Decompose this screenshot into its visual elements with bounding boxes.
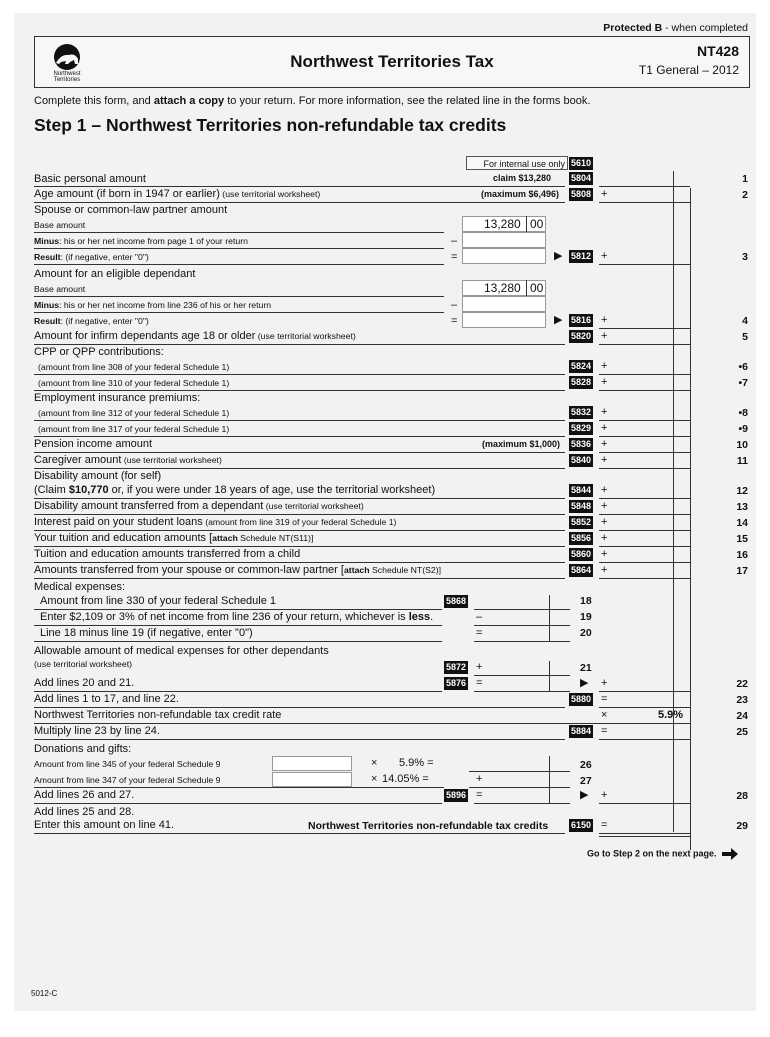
label-spouse-base: Base amount	[34, 220, 86, 230]
equals-sign: =	[476, 627, 483, 639]
spouse-base-cents: 00	[530, 217, 544, 231]
note-pension-max: (maximum $1,000)	[482, 439, 561, 449]
rule	[34, 264, 444, 265]
line-number-7: •7	[738, 377, 748, 389]
rule	[34, 803, 442, 804]
label-interest: Interest paid on your student loans (amount from line 319 of your federal Schedule 1)	[34, 516, 397, 528]
line-number-15: 15	[736, 533, 748, 545]
minus-sign: –	[476, 611, 483, 623]
rule	[599, 739, 690, 740]
label-dependant-base: Base amount	[34, 284, 86, 294]
line-number-22: 22	[736, 678, 748, 690]
rule	[599, 420, 690, 421]
label-cpp: CPP or QPP contributions:	[34, 346, 164, 358]
code-5860: 5860	[571, 549, 592, 559]
label-multiply: Multiply line 23 by line 24.	[34, 725, 160, 737]
plus-sign: +	[601, 422, 608, 434]
line-number-26: 26	[580, 759, 592, 771]
rule	[34, 390, 565, 391]
arrow-right-icon: ▶	[580, 789, 589, 801]
plus-sign: +	[601, 454, 608, 466]
line-number-5: 5	[742, 331, 748, 343]
plus-sign: +	[601, 564, 608, 576]
rule	[34, 420, 565, 421]
line-number-23: 23	[736, 694, 748, 706]
arrow-right-icon: ▶	[554, 314, 563, 326]
rule	[34, 248, 444, 249]
rule	[34, 641, 442, 642]
code-5812: 5812	[571, 251, 592, 261]
label-tuition-child: Tuition and education amounts transferred from a child	[34, 548, 301, 560]
line-number-14: 14	[736, 517, 748, 529]
label-ei: Employment insurance premiums:	[34, 392, 201, 404]
rule	[599, 578, 690, 579]
code-5856: 5856	[571, 533, 592, 543]
line-number-10: 10	[736, 439, 748, 451]
line-number-3: 3	[742, 251, 748, 263]
label-dependant-minus: Minus: his or her net income from line 236 of his or her return	[34, 300, 272, 310]
rule	[34, 723, 690, 724]
intro-text: Complete this form, and attach a copy to your return. For more information, see the related line in the forms book.	[34, 95, 591, 107]
rule	[34, 202, 565, 203]
rule	[34, 344, 565, 345]
dependant-minus-field[interactable]	[462, 296, 546, 312]
rule	[599, 707, 690, 708]
label-enter-41: Enter this amount on line 41.	[34, 819, 175, 831]
rule	[599, 436, 690, 437]
rule	[474, 609, 570, 610]
plus-sign: +	[601, 314, 608, 326]
note-age-max: (maximum $6,496)	[481, 189, 560, 199]
label-disability: Disability amount (for self)	[34, 470, 162, 482]
code-5804: 5804	[571, 173, 592, 183]
rule	[34, 436, 565, 437]
line-number-17: 17	[736, 565, 748, 577]
plus-sign: +	[476, 773, 483, 785]
note-claim: claim $13,280	[493, 173, 552, 183]
form-header	[34, 36, 750, 88]
label-dependant: Amount for an eligible dependant	[34, 268, 196, 280]
line-number-13: 13	[736, 501, 748, 513]
line-number-2: 2	[742, 189, 748, 201]
plus-sign: +	[601, 789, 608, 801]
times-sign: ×	[601, 709, 608, 721]
rule	[34, 312, 444, 313]
line-number-28: 28	[736, 790, 748, 802]
rule	[599, 833, 690, 834]
plus-sign: +	[601, 376, 608, 388]
line-number-29: 29	[736, 820, 748, 832]
rule	[599, 264, 690, 265]
form-page	[14, 13, 756, 1011]
equals-sign: =	[476, 677, 483, 689]
label-disability-transferred: Disability amount transferred from a dependant (use territorial worksheet)	[34, 500, 364, 512]
rule	[34, 452, 565, 453]
goto-next-page: Go to Step 2 on the next page.	[587, 848, 738, 860]
logo-text: Northwest Territories	[53, 71, 81, 83]
line-number-19: 19	[580, 611, 592, 623]
rule	[599, 546, 690, 547]
dependant-result-field[interactable]	[462, 312, 546, 328]
step-title: Step 1 – Northwest Territories non-refundable tax credits	[34, 115, 507, 135]
code-5868: 5868	[446, 596, 467, 606]
equals-sign: =	[451, 315, 458, 327]
line-number-18: 18	[580, 595, 592, 607]
plus-sign: +	[601, 516, 608, 528]
rule	[34, 468, 565, 469]
label-add-26-27: Add lines 26 and 27.	[34, 789, 135, 801]
rule	[599, 498, 690, 499]
plus-sign: +	[601, 250, 608, 262]
line-number-16: 16	[736, 549, 748, 561]
label-age-amount: Age amount (if born in 1947 or earlier) (use territorial worksheet)	[34, 188, 321, 200]
rule	[599, 390, 690, 391]
rule	[599, 691, 690, 692]
line-number-11: 11	[736, 455, 748, 467]
code-5824: 5824	[571, 361, 592, 371]
equals-sign: =	[451, 251, 458, 263]
form-title: Northwest Territories Tax	[290, 52, 494, 71]
rule	[34, 787, 444, 788]
label-allowable-note: (use territorial worksheet)	[34, 659, 133, 669]
dependant-base-cents: 00	[530, 281, 544, 295]
code-6150: 6150	[571, 820, 592, 830]
line-number-21: 21	[580, 662, 592, 674]
plus-sign: +	[601, 677, 608, 689]
label-tuition: Your tuition and education amounts [attach Schedule NT(S11)]	[34, 532, 314, 544]
label-spouse-result: Result: (if negative, enter "0")	[34, 252, 149, 262]
rule	[34, 514, 565, 515]
rule	[34, 374, 565, 375]
label-medical-18: Amount from line 330 of your federal Schedule 1	[40, 595, 277, 607]
label-add-1-17: Add lines 1 to 17, and line 22.	[34, 693, 179, 705]
rule	[34, 625, 442, 626]
code-5876: 5876	[446, 678, 467, 688]
line-number-9: •9	[738, 423, 748, 435]
minus-sign: –	[451, 235, 458, 247]
minus-sign: –	[451, 299, 458, 311]
rule	[34, 232, 444, 233]
rule	[34, 739, 565, 740]
plus-sign: +	[601, 500, 608, 512]
code-5848: 5848	[571, 501, 592, 511]
code-5820: 5820	[571, 331, 592, 341]
line-number-25: 25	[736, 726, 748, 738]
plus-sign: +	[601, 438, 608, 450]
cents-divider	[549, 595, 550, 641]
label-basic-personal: Basic personal amount	[34, 173, 146, 185]
label-medical-20: Line 18 minus line 19 (if negative, enter "0")	[40, 627, 253, 639]
label-ei-2: (amount from line 317 of your federal Schedule 1)	[38, 424, 230, 434]
rate-value: 5.9%	[658, 709, 684, 721]
line-number-12: 12	[736, 485, 748, 497]
rule	[599, 468, 690, 469]
label-spouse-minus: Minus: his or her net income from page 1 of your return	[34, 236, 248, 246]
times-sign: ×	[371, 757, 378, 769]
code-5610: 5610	[571, 158, 592, 168]
donation-2-field[interactable]	[272, 772, 352, 787]
code-5896: 5896	[446, 790, 467, 800]
rule	[599, 186, 690, 187]
line-number-20: 20	[580, 627, 592, 639]
rule	[474, 641, 570, 642]
double-rule	[599, 836, 690, 837]
rule	[474, 691, 570, 692]
label-donations: Donations and gifts:	[34, 743, 132, 755]
rule	[34, 186, 565, 187]
arrow-right-icon: ▶	[554, 250, 563, 262]
code-5828: 5828	[571, 377, 592, 387]
label-dependant-result: Result: (if negative, enter "0")	[34, 316, 149, 326]
label-donation-1: Amount from line 345 of your federal Schedule 9	[34, 759, 221, 769]
label-medical: Medical expenses:	[34, 581, 126, 593]
code-5864: 5864	[571, 565, 592, 575]
rule	[34, 498, 565, 499]
rule	[599, 374, 690, 375]
plus-sign: +	[476, 661, 483, 673]
label-infirm: Amount for infirm dependants age 18 or older (use territorial worksheet)	[34, 330, 356, 342]
label-spouse: Spouse or common-law partner amount	[34, 204, 228, 216]
line-number-4: 4	[742, 315, 748, 327]
label-rate: Northwest Territories non-refundable tax credit rate	[34, 709, 282, 721]
donation-2-rate: 14.05% =	[382, 773, 429, 785]
column-divider	[673, 171, 674, 832]
rule	[474, 803, 570, 804]
rule	[34, 578, 565, 579]
code-5844: 5844	[571, 485, 592, 495]
donation-1-field[interactable]	[272, 756, 352, 771]
line-number-24: 24	[736, 710, 748, 722]
label-medical-19: Enter $2,109 or 3% of net income from line 236 of your return, whichever is less.	[40, 611, 434, 623]
line-number-6: •6	[738, 361, 748, 373]
equals-sign: =	[601, 693, 608, 705]
code-5872: 5872	[446, 662, 467, 672]
plus-sign: +	[601, 330, 608, 342]
plus-sign: +	[601, 188, 608, 200]
rule	[34, 562, 565, 563]
footer-code: 5012-C	[31, 989, 58, 998]
rule	[599, 328, 690, 329]
rule	[34, 707, 565, 708]
label-allowable: Allowable amount of medical expenses for other dependants	[34, 645, 329, 657]
label-pension: Pension income amount	[34, 438, 153, 450]
rule	[599, 452, 690, 453]
code-5816: 5816	[571, 315, 592, 325]
line-number-1: 1	[742, 173, 748, 185]
label-disability-claim: (Claim $10,770 or, if you were under 18 years of age, use the territorial worksheet)	[34, 484, 436, 496]
rule	[34, 546, 565, 547]
equals-sign: =	[601, 725, 608, 737]
label-ei-1: (amount from line 312 of your federal Schedule 1)	[38, 408, 230, 418]
rule	[599, 344, 690, 345]
plus-sign: +	[601, 548, 608, 560]
label-add-20-21: Add lines 20 and 21.	[34, 677, 135, 689]
label-amounts-transferred: Amounts transferred from your spouse or common-law partner [attach Schedule NT(S2)]	[34, 564, 442, 576]
rule	[469, 771, 570, 772]
rule	[469, 787, 570, 788]
rule	[599, 562, 690, 563]
rule	[34, 833, 565, 834]
rule	[34, 691, 442, 692]
plus-sign: +	[601, 360, 608, 372]
rule	[34, 530, 565, 531]
spouse-base-value: 13,280	[484, 217, 521, 231]
rule	[599, 530, 690, 531]
internal-use-box: For internal use only	[466, 156, 568, 170]
rule	[599, 803, 690, 804]
rule	[34, 296, 444, 297]
rule	[474, 625, 570, 626]
equals-sign: =	[476, 789, 483, 801]
label-donation-2: Amount from line 347 of your federal Schedule 9	[34, 775, 221, 785]
label-cpp-2: (amount from line 310 of your federal Schedule 1)	[38, 378, 230, 388]
code-5829: 5829	[571, 423, 592, 433]
form-subtitle: T1 General – 2012	[638, 63, 739, 77]
plus-sign: +	[601, 484, 608, 496]
spouse-result-field[interactable]	[462, 248, 546, 264]
times-sign: ×	[371, 773, 378, 785]
code-5808: 5808	[571, 189, 592, 199]
spouse-minus-field[interactable]	[462, 232, 546, 248]
line-number-8: •8	[738, 407, 748, 419]
equals-sign: =	[601, 819, 608, 831]
rule	[474, 675, 570, 676]
arrow-right-icon: ▶	[580, 677, 589, 689]
code-5832: 5832	[571, 407, 592, 417]
code-5880: 5880	[571, 694, 592, 704]
rule	[34, 609, 442, 610]
label-caregiver: Caregiver amount (use territorial worksheet)	[34, 454, 222, 466]
rule	[599, 202, 690, 203]
rule	[599, 514, 690, 515]
donation-1-rate: 5.9% =	[399, 757, 434, 769]
label-add-25-28: Add lines 25 and 28.	[34, 806, 135, 818]
cents-divider	[549, 756, 550, 803]
label-cpp-1: (amount from line 308 of your federal Schedule 1)	[38, 362, 230, 372]
line-number-27: 27	[580, 775, 592, 787]
form-code: NT428	[696, 43, 739, 59]
dependant-base-value: 13,280	[484, 281, 521, 295]
code-5884: 5884	[571, 726, 592, 736]
code-5840: 5840	[571, 455, 592, 465]
label-credits-total: Northwest Territories non-refundable tax credits	[308, 820, 549, 832]
protected-notice: Protected B - when completed	[603, 22, 748, 34]
plus-sign: +	[601, 532, 608, 544]
column-divider	[690, 188, 691, 850]
plus-sign: +	[601, 406, 608, 418]
arrow-right-icon	[722, 848, 738, 860]
code-5852: 5852	[571, 517, 592, 527]
code-5836: 5836	[571, 439, 592, 449]
cents-divider	[549, 661, 550, 691]
